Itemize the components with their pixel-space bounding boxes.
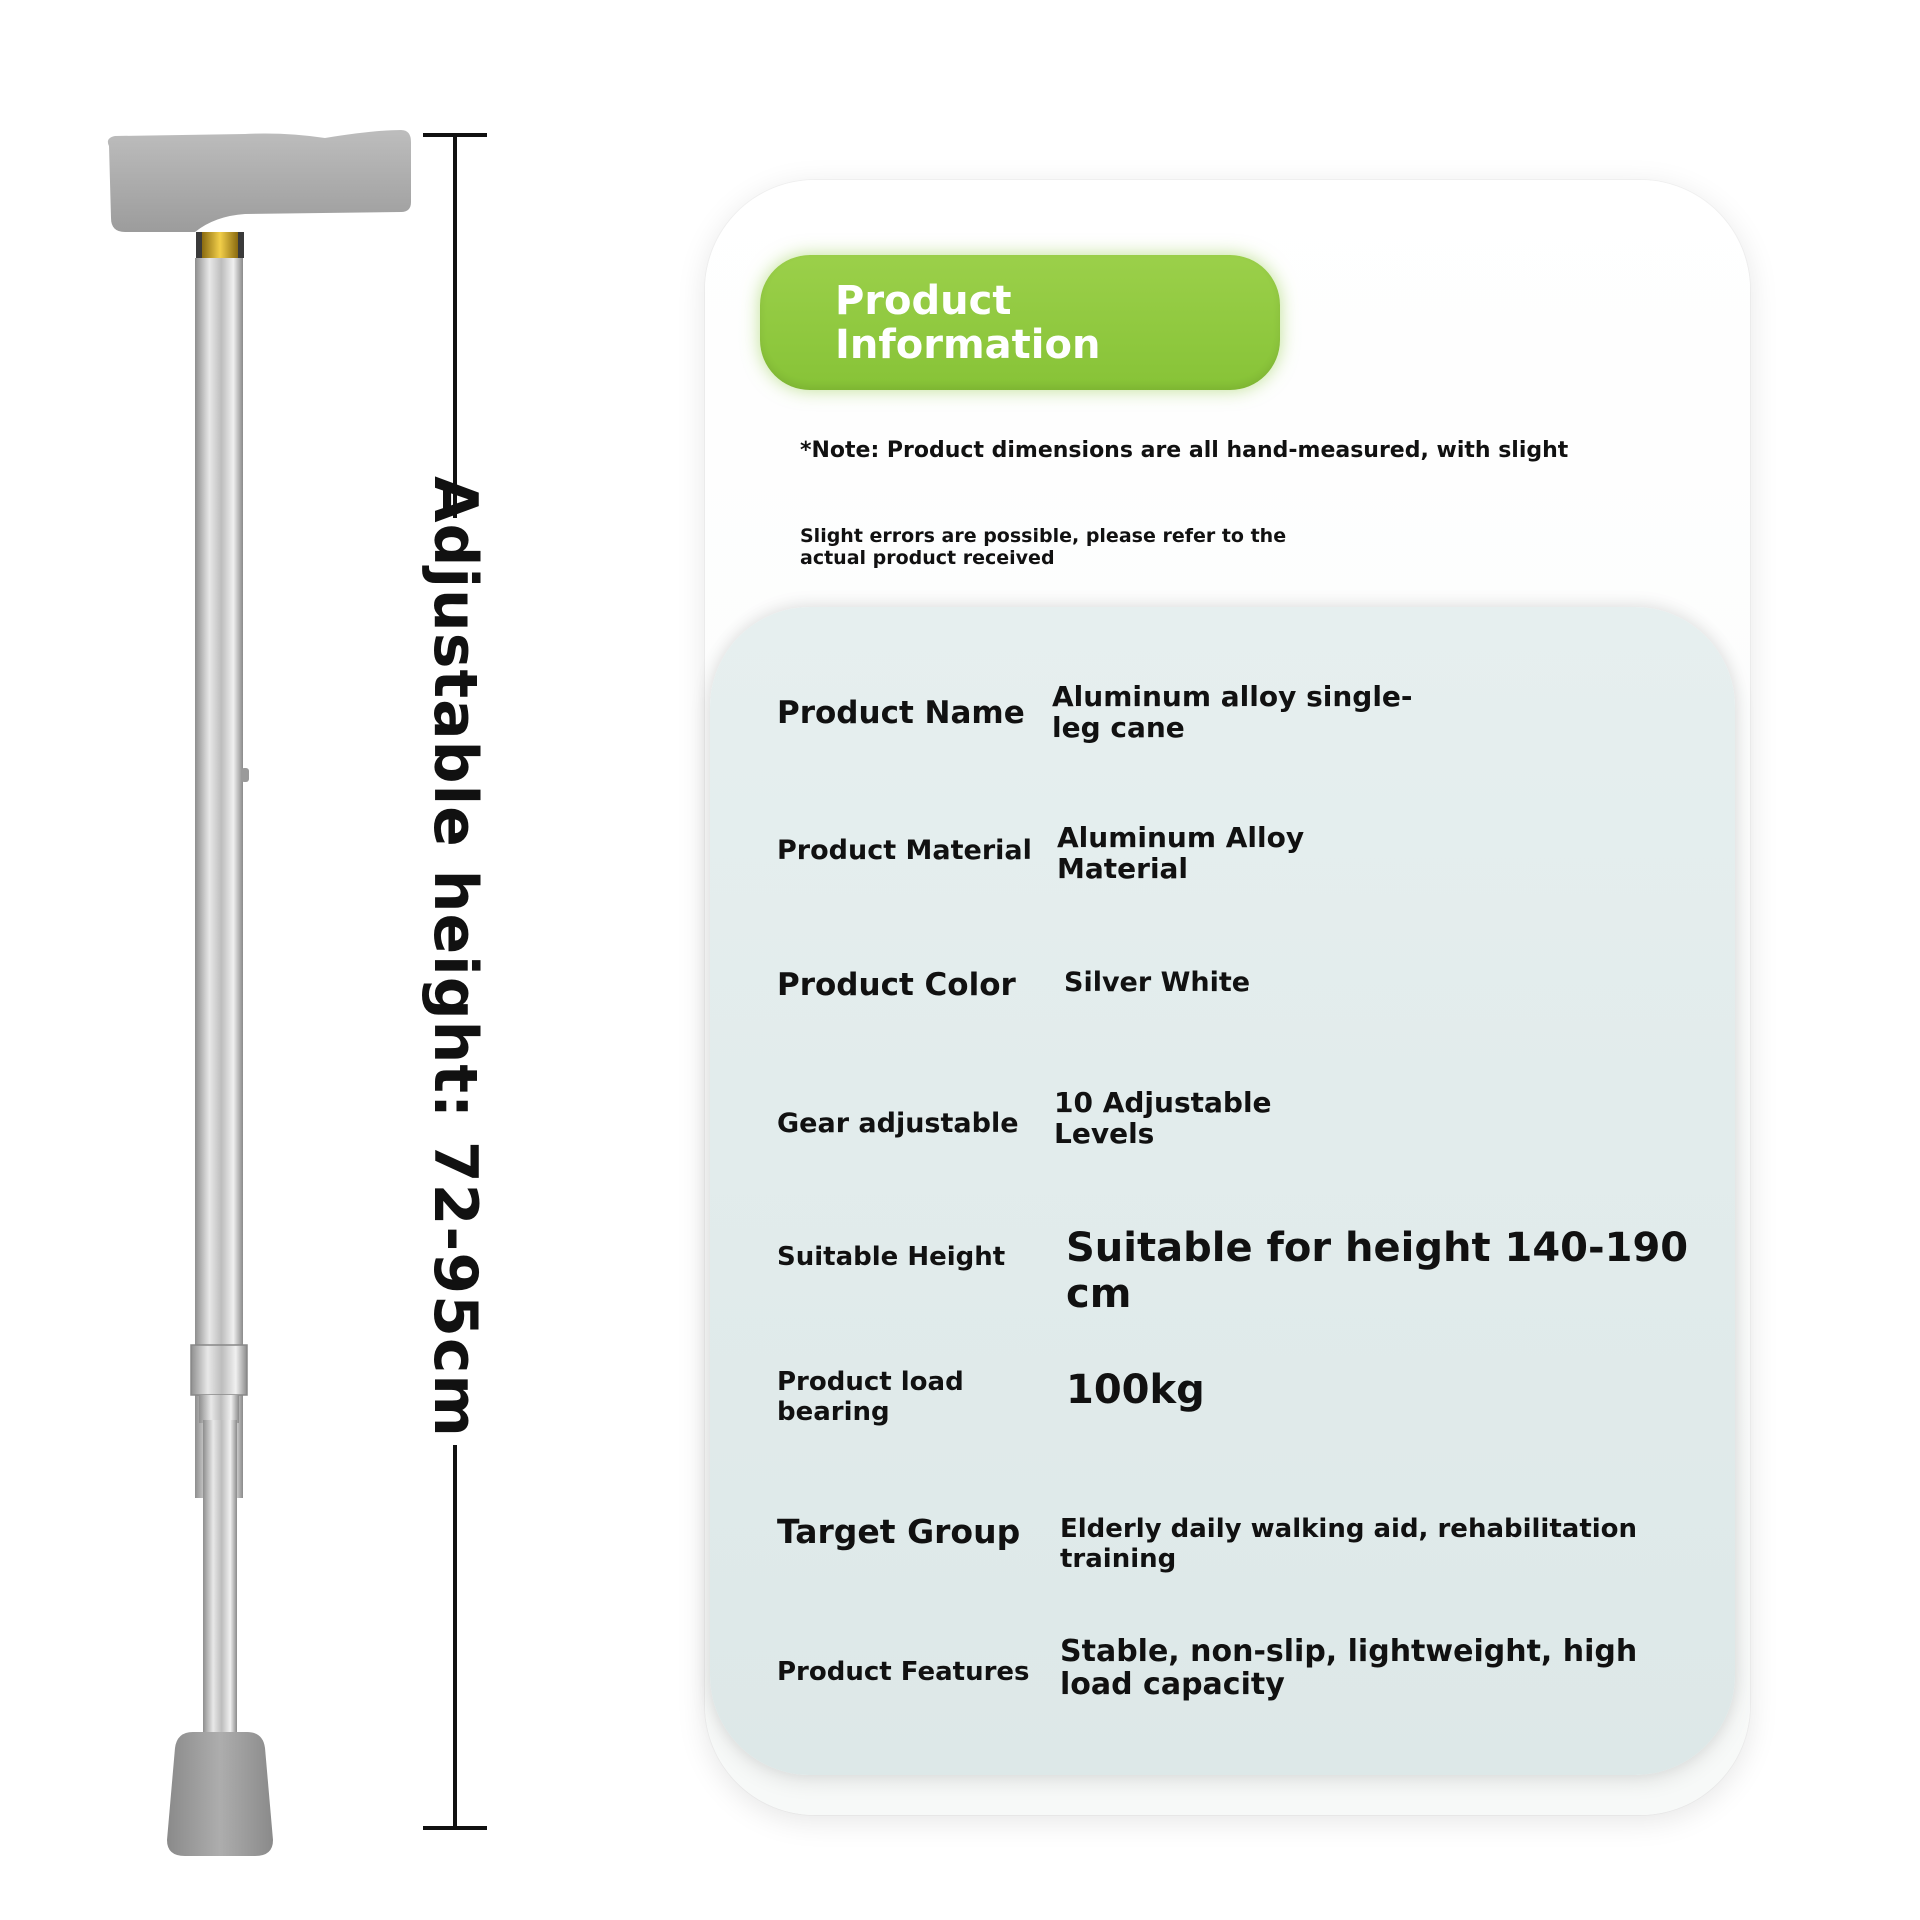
spec-label-color: Product Color: [777, 967, 1016, 1003]
spec-value-suitable-height: Suitable for height 140-190 cm: [1066, 1225, 1689, 1317]
cane-joint-sleeve: [191, 1345, 247, 1395]
product-info-badge: [760, 255, 1280, 390]
spec-table: [710, 607, 1735, 1775]
measurement-note: *Note: Product dimensions are all hand-measured, with slight: [800, 438, 1569, 463]
cane-upper-shaft: [195, 258, 243, 1498]
spec-value-load-bearing: 100kg: [1066, 1367, 1205, 1413]
spec-label-features: Product Features: [777, 1657, 1030, 1687]
spec-label-gear: Gear adjustable: [777, 1108, 1019, 1139]
measure-line-top: [453, 135, 457, 518]
measure-line-bottom: [453, 1445, 457, 1830]
spec-value-gear: 10 Adjustable Levels: [1054, 1086, 1272, 1150]
cane-gold-band: [202, 232, 238, 258]
badge-title: Product Information: [835, 277, 1101, 368]
spec-label-product-name: Product Name: [777, 695, 1025, 731]
cane-lower-shaft: [203, 1420, 237, 1740]
cane-ferrule: [167, 1732, 273, 1856]
spec-value-features: Stable, non-slip, lightweight, high load capacity: [1060, 1634, 1638, 1702]
spec-label-target-group: Target Group: [777, 1512, 1021, 1551]
spec-value-target-group: Elderly daily walking aid, rehabilitation training: [1060, 1514, 1638, 1574]
height-range-label: Adjustable height: 72-95cm: [420, 476, 490, 1438]
measure-bottom-cap: [423, 1826, 487, 1830]
cane-illustration: [0, 0, 560, 1920]
spec-label-suitable-height: Suitable Height: [777, 1242, 1006, 1272]
spec-label-material: Product Material: [777, 835, 1032, 866]
cane-handle: [108, 130, 411, 232]
spec-value-material: Aluminum Alloy Material: [1057, 821, 1305, 885]
cane-image: [95, 120, 435, 1860]
cane-adjust-button: [241, 768, 249, 782]
spec-value-color: Silver White: [1064, 967, 1251, 998]
measurement-note-secondary: Slight errors are possible, please refer to the actual product received: [800, 525, 1287, 569]
spec-label-load-bearing: Product load bearing: [777, 1367, 964, 1427]
spec-value-product-name: Aluminum alloy single-leg cane: [1052, 680, 1413, 744]
